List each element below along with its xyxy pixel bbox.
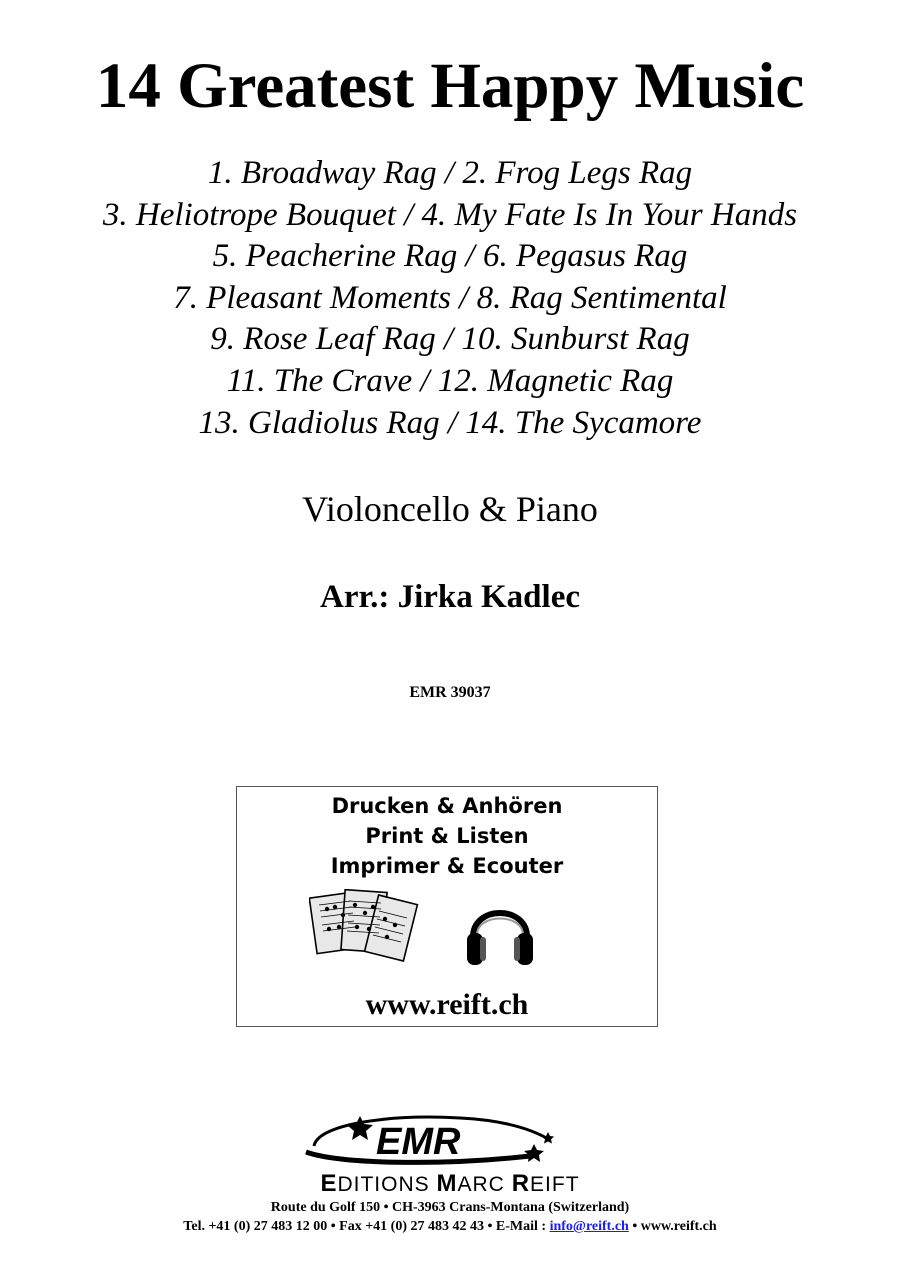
track-line: 5. Peacherine Rag / 6. Pegasus Rag	[212, 238, 688, 275]
logo-text: EMR	[376, 1121, 461, 1163]
headphones-icon	[463, 891, 537, 971]
track-line: 1. Broadway Rag / 2. Frog Legs Rag	[207, 155, 693, 191]
catalog-number: EMR 39037	[409, 684, 491, 701]
promo-lines	[237, 791, 657, 881]
sheet-music-icon	[309, 889, 421, 969]
contact-website[interactable]: • www.reift.ch	[628, 1219, 717, 1234]
track-line: 3. Heliotrope Bouquet / 4. My Fate Is In Your Hands	[102, 196, 798, 233]
publisher-name-initial: E	[320, 1170, 338, 1197]
promo-line-english: Print & Listen	[365, 824, 529, 848]
track-line: 13. Gladiolus Rag / 14. The Sycamore	[198, 404, 702, 441]
publisher-name-part: ARC	[457, 1173, 512, 1196]
cover-title: 14 Greatest Happy Music	[95, 50, 805, 122]
track-line: 7. Pleasant Moments / 8. Rag Sentimental	[173, 279, 727, 316]
publisher-name-initial: M	[436, 1170, 458, 1197]
email-link[interactable]: info@reift.ch	[549, 1219, 629, 1234]
publisher-name	[0, 1172, 900, 1197]
promo-line-german: Drucken & Anhören	[331, 794, 563, 818]
emr-logo	[300, 1108, 562, 1174]
publisher-address: Route du Golf 150 • CH-3963 Crans-Montana (Switzerland)	[270, 1200, 630, 1215]
promo-line-french: Imprimer & Ecouter	[330, 854, 564, 878]
instrumentation: Violoncello & Piano	[302, 489, 598, 529]
publisher-contact	[0, 1218, 900, 1236]
track-line: 11. The Crave / 12. Magnetic Rag	[226, 362, 674, 399]
publisher-name-part: EIFT	[530, 1173, 580, 1196]
track-line: 9. Rose Leaf Rag / 10. Sunburst Rag	[210, 321, 690, 358]
publisher-name-part: DITIONS	[337, 1173, 437, 1196]
contact-phone-fax: Tel. +41 (0) 27 483 12 00 • Fax +41 (0) 27 483 42 43 • E-Mail :	[183, 1219, 550, 1234]
print-listen-box	[236, 786, 658, 1027]
track-list	[0, 153, 900, 444]
arranger: Arr.: Jirka Kadlec	[320, 579, 580, 615]
publisher-name-initial: R	[511, 1170, 531, 1197]
website-url[interactable]: www.reift.ch	[365, 988, 529, 1021]
